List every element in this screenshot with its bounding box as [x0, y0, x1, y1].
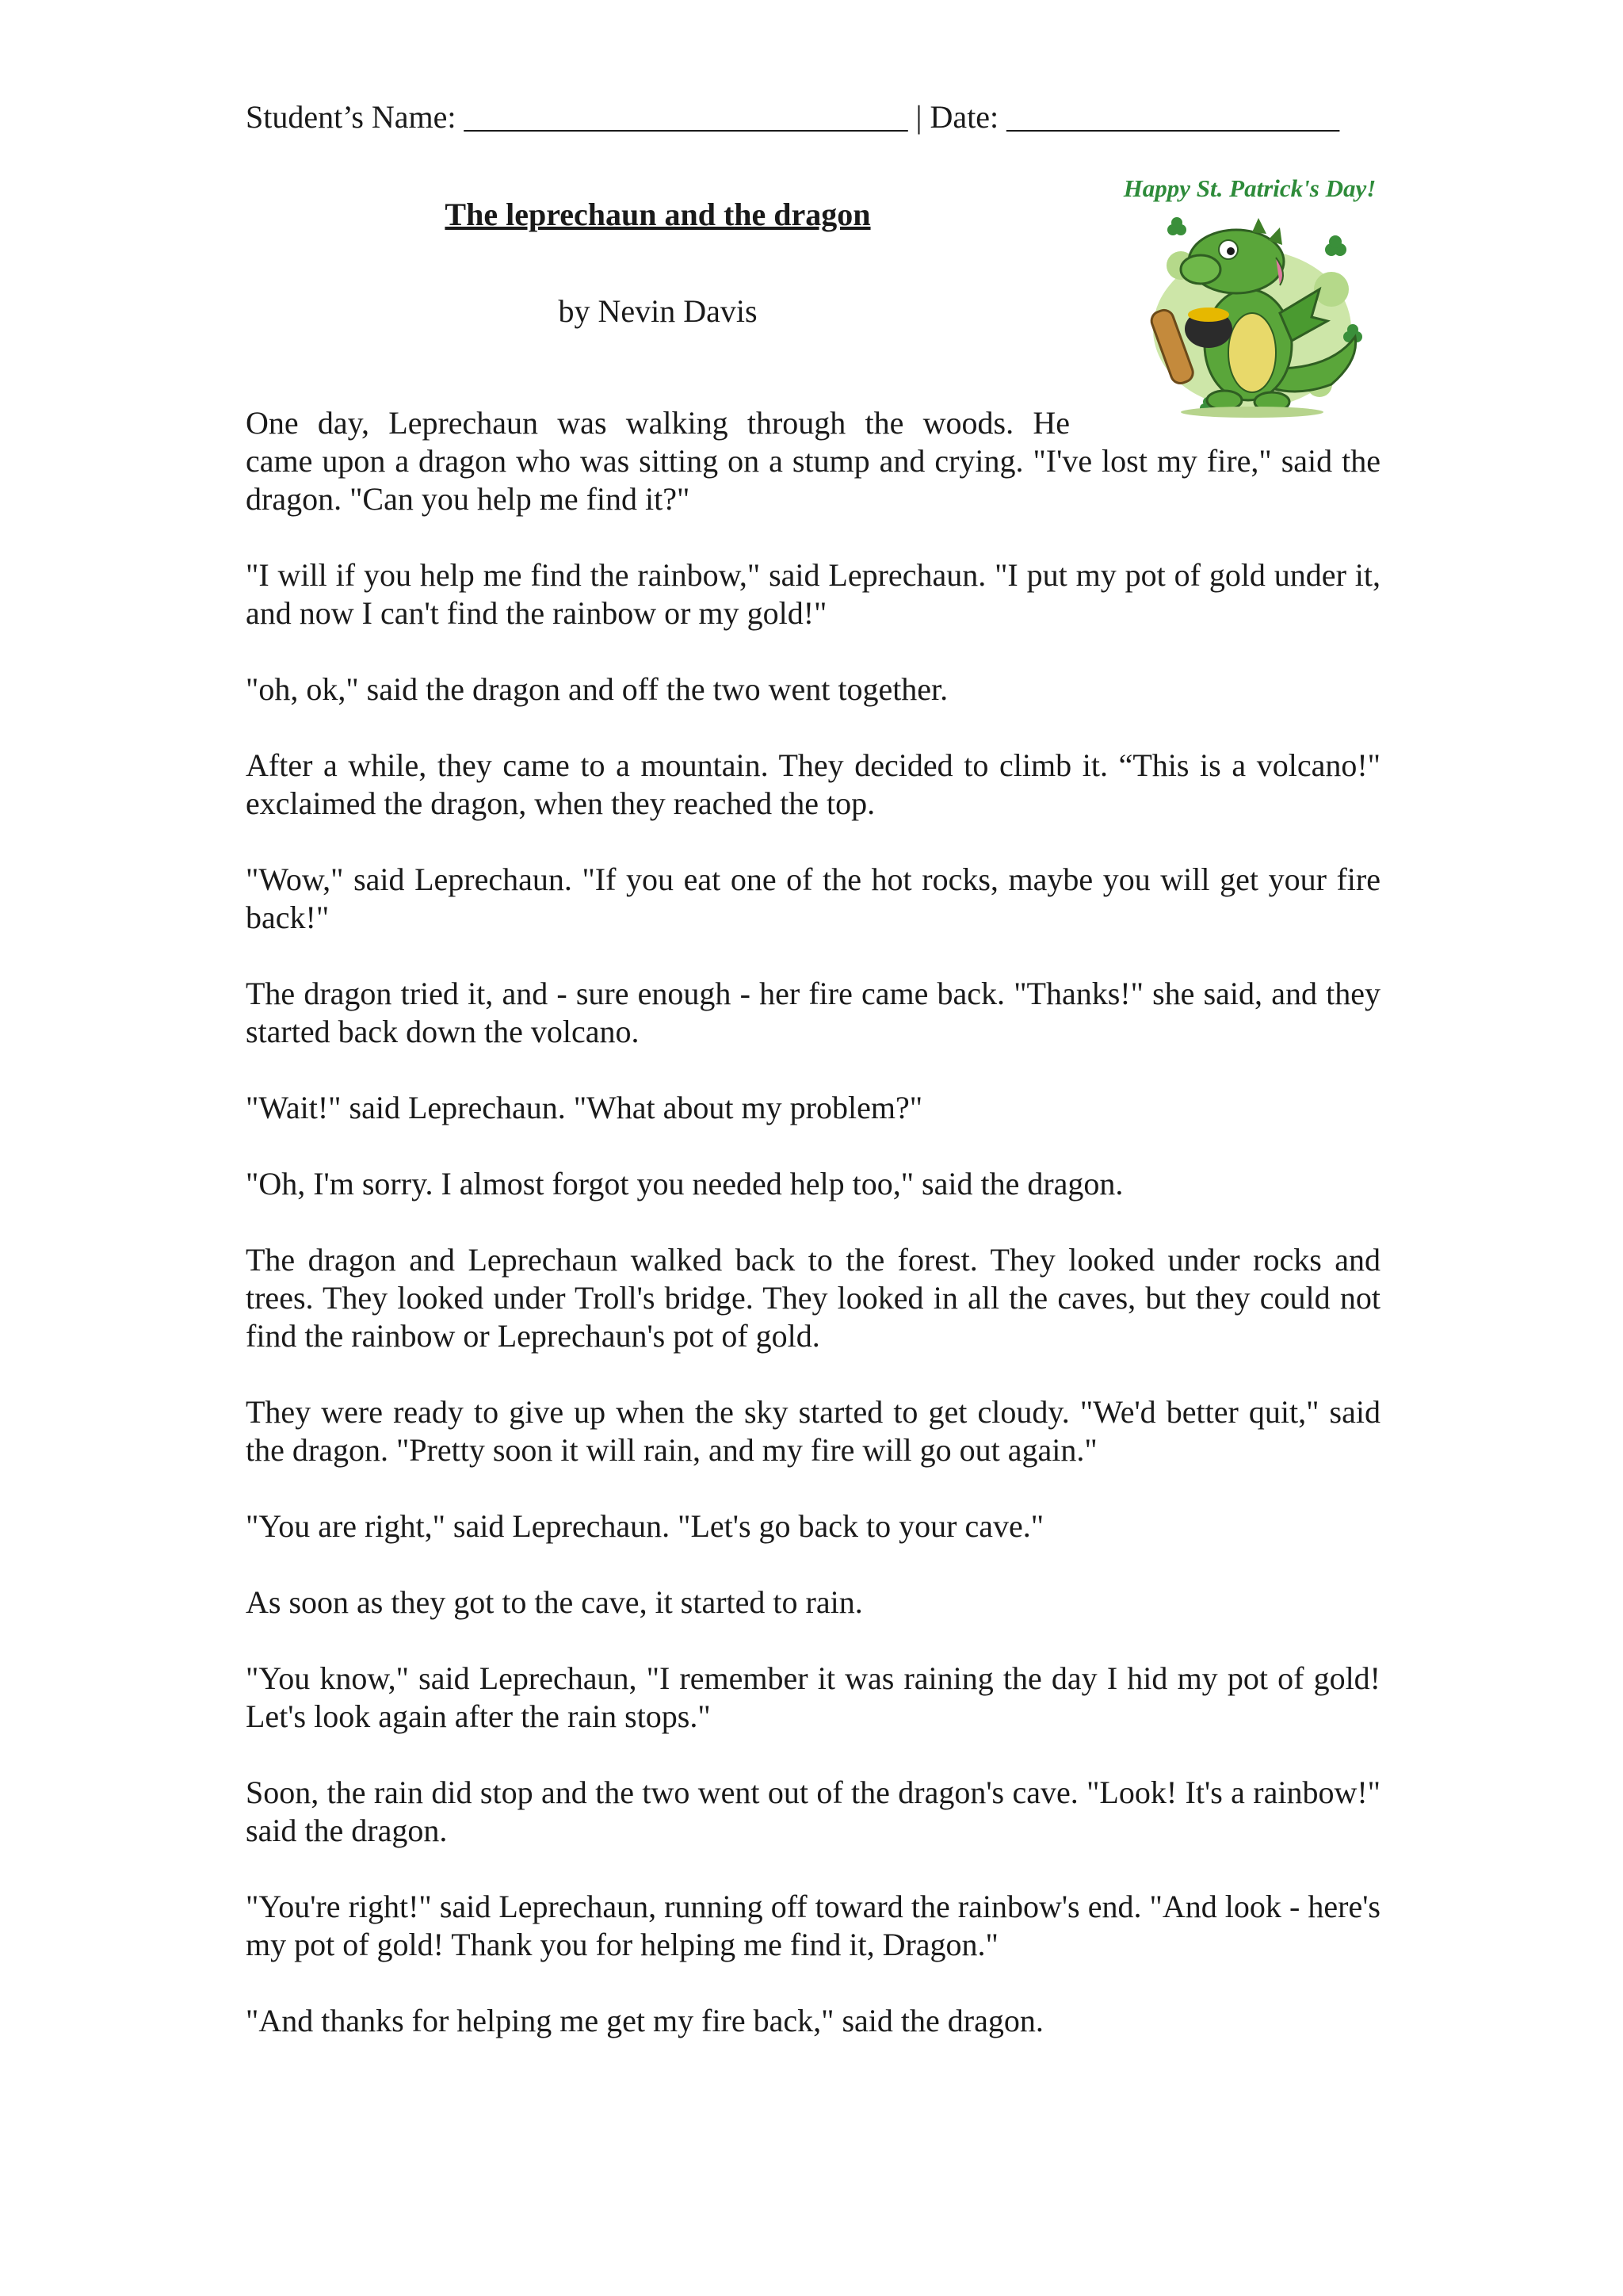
story-body	[246, 404, 1381, 2078]
story-paragraph: "oh, ok," said the dragon and off the two went together.	[246, 671, 949, 707]
story-byline: by Nevin Davis	[558, 293, 758, 329]
story-paragraph: "You are right," said Leprechaun. "Let's go back to your cave."	[246, 1508, 1044, 1544]
dragon-illustration-icon	[1117, 170, 1383, 432]
story-title: The leprechaun and the dragon	[445, 197, 871, 232]
story-paragraph: "Oh, I'm sorry. I almost forgot you needed help too," said the dragon.	[246, 1166, 1124, 1201]
date-blank[interactable]: _____________________	[1006, 99, 1340, 135]
story-paragraph: "You're right!" said Leprechaun, running off toward the rainbow's end. "And look - here's my pot of gold! Thank you for helping me find it, Dragon."	[246, 1889, 1381, 1962]
paragraph-first-line: One day, Leprechaun was walking through the woods. He	[246, 405, 1070, 441]
name-label: Student’s Name:	[246, 99, 456, 135]
header-separator: |	[915, 99, 922, 135]
story-paragraph: As soon as they got to the cave, it started to rain.	[246, 1584, 863, 1620]
story-paragraph: After a while, they came to a mountain. They decided to climb it. “This is a volcano!" exclaimed the dragon, when they reached the top.	[246, 747, 1381, 821]
name-blank[interactable]: ____________________________	[464, 99, 908, 135]
story-paragraph: "Wait!" said Leprechaun. "What about my problem?"	[246, 1090, 923, 1125]
story-paragraph: Soon, the rain did stop and the two went out of the dragon's cave. "Look! It's a rainbow!" said the dragon.	[246, 1775, 1381, 1848]
story-paragraph	[246, 404, 1381, 518]
story-paragraph: The dragon tried it, and - sure enough - her fire came back. "Thanks!" she said, and they started back down the volcano.	[246, 976, 1381, 1049]
story-paragraph: The dragon and Leprechaun walked back to the forest. They looked under rocks and trees. They looked under Troll's bridge. They looked in all the caves, but they could not find the rainbow or Leprechaun's pot of gold.	[246, 1242, 1381, 1354]
story-paragraph: "I will if you help me find the rainbow," said Leprechaun. "I put my pot of gold under it, and now I can't find the rainbow or my gold!"	[246, 557, 1381, 631]
story-paragraph: "You know," said Leprechaun, "I remember it was raining the day I hid my pot of gold! Let's look again after the rain stops."	[246, 1660, 1381, 1734]
st-patricks-illustration	[1117, 170, 1383, 432]
story-paragraph: "And thanks for helping me get my fire back," said the dragon.	[246, 2003, 1044, 2038]
story-paragraph: They were ready to give up when the sky started to get cloudy. "We'd better quit," said the dragon. "Pretty soon it will rain, and my fire will go out again."	[246, 1394, 1381, 1468]
illustration-caption: Happy St. Patrick's Day!	[1123, 174, 1377, 202]
student-info-header	[246, 95, 1381, 139]
story-paragraph: "Wow," said Leprechaun. "If you eat one of the hot rocks, maybe you will get your fire back!"	[246, 861, 1381, 935]
date-label: Date:	[930, 99, 999, 135]
paragraph-continuation: came upon a dragon who was sitting on a stump and crying. "I've lost my fire," said the dragon. "Can you help me find it?"	[246, 443, 1381, 517]
